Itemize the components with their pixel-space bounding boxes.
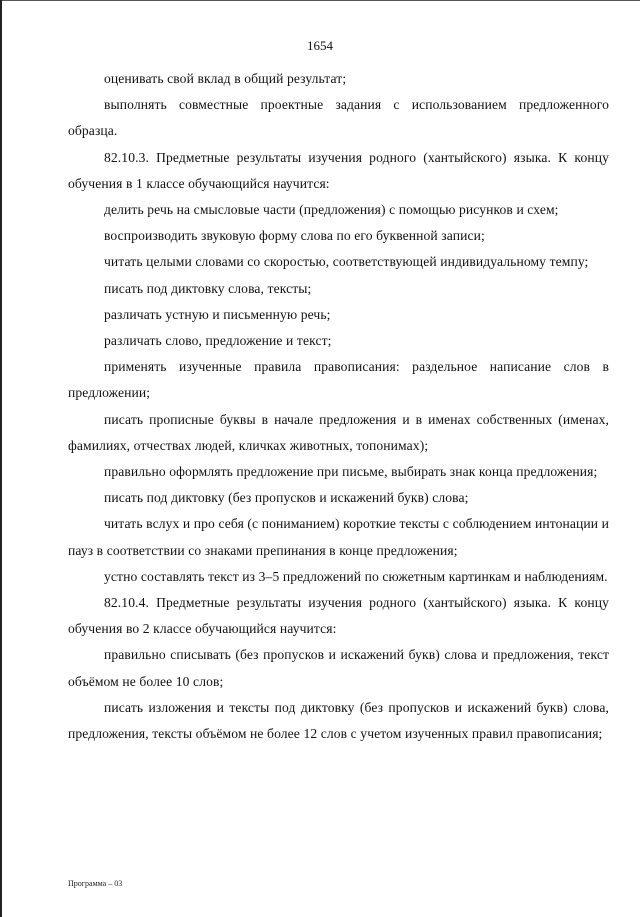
paragraph: читать целыми словами со скоростью, соответствующей индивидуальному темпу; [104,254,589,270]
paragraph: читать вслух и про себя (с пониманием) короткие тексты с соблюдением интонации и пауз в соответствии со знаками препинания в конце предложения; [68,516,609,558]
paragraph: выполнять совместные проектные задания с использованием предложенного образца. [68,97,609,139]
paragraph: писать изложения и тексты под диктовку (без пропусков и искажений букв) слова, предложения, тексты объёмом не более 12 слов с учетом изученных правил правописания; [68,699,609,742]
scan-edge-left [0,0,2,917]
paragraph: различать устную и письменную речь; [104,306,331,322]
paragraph: писать прописные буквы в начале предложения и в именах собственных (именах, фамилиях, отчествах людей, кличках животных, топонимах); [68,411,609,453]
section-heading-paragraph: 82.10.4. Предметные результаты изучения родного (хантыйского) языка. К концу обучения во 2 классе обучающийся научится: [68,595,609,637]
paragraph: делить речь на смысловые части (предложения) с помощью рисунков и схем; [104,202,559,218]
paragraph: устно составлять текст из 3–5 предложений по сюжетным картинкам и наблюдениям. [104,568,608,584]
paragraph: воспроизводить звуковую форму слова по его буквенной записи; [104,228,485,244]
footer-program-label: Программа – 03 [68,879,123,888]
section-heading-paragraph: 82.10.3. Предметные результаты изучения родного (хантыйского) языка. К концу обучения в 1 классе обучающийся научится: [68,149,609,191]
paragraph: оценивать свой вклад в общий результат; [104,71,347,86]
page-number: 1654 [307,38,333,53]
paragraph: применять изученные правила правописания: раздельное написание слов в предложении; [68,359,609,401]
paragraph: писать под диктовку слова, тексты; [104,280,312,296]
document-body [68,66,609,747]
paragraph: писать под диктовку (без пропусков и искажений букв) слова; [104,490,469,506]
scan-edge-top [0,0,640,1]
paragraph: различать слово, предложение и текст; [104,333,332,349]
paragraph: правильно оформлять предложение при письме, выбирать знак конца предложения; [104,464,598,480]
paragraph: правильно списывать (без пропусков и искажений букв) слова и предложения, текст объёмом не более 10 слов; [68,647,609,689]
